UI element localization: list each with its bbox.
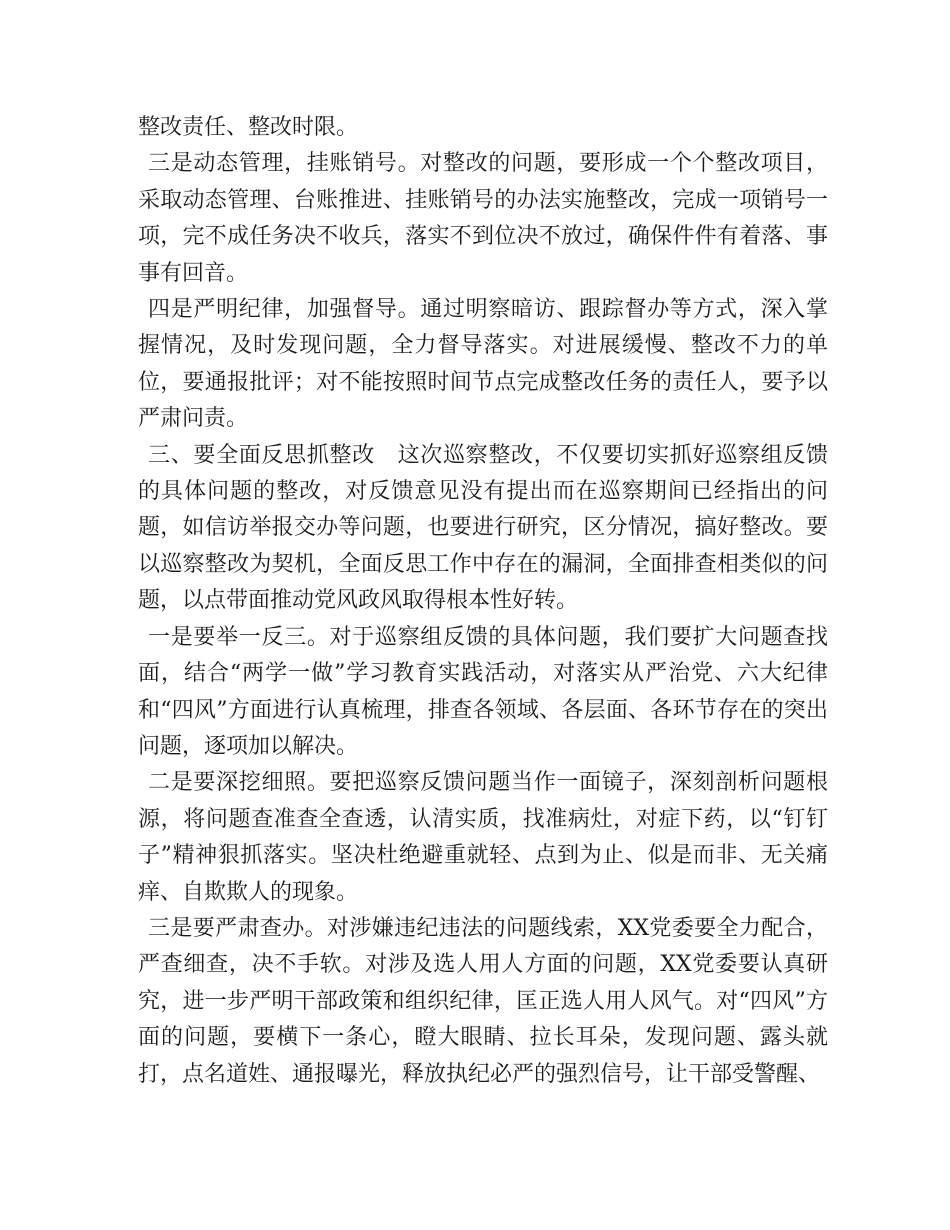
document-body bbox=[138, 110, 828, 1093]
paragraph-continuation: 整改责任、整改时限。 bbox=[138, 115, 359, 140]
paragraph-dig-deep: 二是要深挖细照。要把巡察反馈问题当作一面镜子，深刻剖析问题根源，将问题查准查全查透，认清实质，找准病灶，对症下药，以“钉钉子”精神狠抓落实。坚决杜绝避重就轻、点到为止、似是而非、无关痛痒、自欺欺人的现象。 bbox=[138, 770, 828, 905]
paragraph-strict-investigation: 三是要严肃查办。对涉嫌违纪违法的问题线索，XX党委要全力配合，严查细查，决不手软。对涉及选人用人方面的问题，XX党委要认真研究，进一步严明干部政策和组织纪律，匡正选人用人风气。对“四风”方面的问题，要横下一条心，瞪大眼睛、拉长耳朵，发现问题、露头就打，点名道姓、通报曝光，释放执纪必严的强烈信号，让干部受警醒、 bbox=[138, 915, 828, 1087]
paragraph-draw-inferences: 一是要举一反三。对于巡察组反馈的具体问题，我们要扩大问题查找面，结合“两学一做”学习教育实践活动，对落实从严治党、六大纪律和“四风”方面进行认真梳理，排查各领域、各层面、各环节存在的突出问题，逐项加以解决。 bbox=[138, 624, 828, 759]
paragraph-dynamic-management: 三是动态管理，挂账销号。对整改的问题，要形成一个个整改项目，采取动态管理、台账推进、挂账销号的办法实施整改，完成一项销号一项，完不成任务决不收兵，落实不到位决不放过，确保件件有着落、事事有回音。 bbox=[138, 151, 828, 286]
paragraph-strict-discipline: 四是严明纪律，加强督导。通过明察暗访、跟踪督办等方式，深入掌握情况，及时发现问题，全力督导落实。对进展缓慢、整改不力的单位，要通报批评；对不能按照时间节点完成整改任务的责任人，要予以严肃问责。 bbox=[138, 297, 828, 432]
paragraph-section-three: 三、要全面反思抓整改 这次巡察整改，不仅要切实抓好巡察组反馈的具体问题的整改，对反馈意见没有提出而在巡察期间已经指出的问题，如信访举报交办等问题，也要进行研究，区分情况，搞好整改。要以巡察整改为契机，全面反思工作中存在的漏洞，全面排查相类似的问题，以点带面推动党风政风取得根本性好转。 bbox=[138, 442, 828, 614]
